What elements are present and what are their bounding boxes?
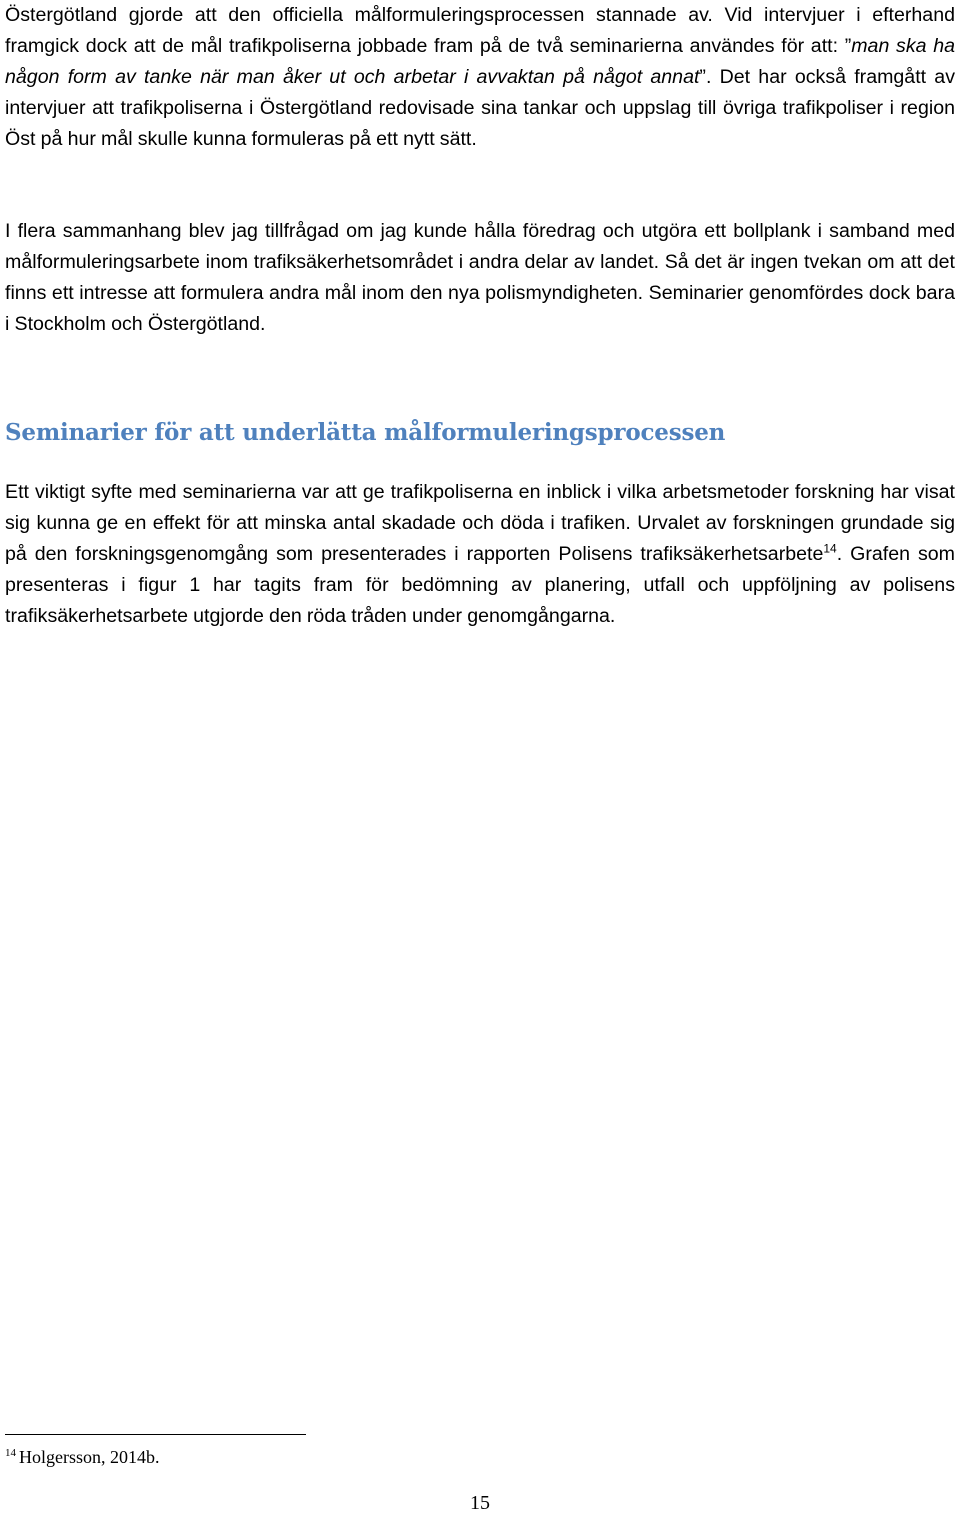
section-heading: Seminarier för att underlätta målformuleringsprocessen <box>5 419 726 446</box>
footnote-number: 14 <box>5 1447 16 1459</box>
footnote-text: Holgersson, 2014b. <box>19 1447 160 1467</box>
paragraph-3-text-after: . Grafen som presenteras i figur 1 har tagits fram för bedömning av planering, utfall och uppföljning av polisens trafiksäkerhetsarbete utgjorde den röda tråden under genomgångarna. <box>5 543 955 627</box>
footnote <box>5 1444 160 1470</box>
paragraph-1-text-after: ”. Det har också framgått av intervjuer att trafikpoliserna i Östergötland redovisade sina tankar och uppslag till övriga trafikpoliser i region Öst på hur mål skulle kunna formuleras på ett nytt sätt. <box>5 66 955 150</box>
body-paragraph-1 <box>5 0 955 155</box>
footnote-reference[interactable]: 14 <box>823 541 837 556</box>
body-paragraph-2 <box>5 216 955 340</box>
paragraph-3-text-before: Ett viktigt syfte med seminarierna var att ge trafikpoliserna en inblick i vilka arbetsmetoder forskning har visat sig kunna ge en effekt för att minska antal skadade och döda i trafiken. Urvalet av forskningen grundade sig på den forskningsgenomgång som presenterades i rapporten Polisens trafiksäkerhetsarbete <box>5 481 955 565</box>
body-paragraph-3 <box>5 477 955 632</box>
paragraph-1-text-before: Östergötland gjorde att den officiella målformuleringsprocessen stannade av. Vid intervjuer i efterhand framgick dock att de mål trafikpoliserna jobbade fram på de två seminarierna användes för att: ” <box>5 4 955 57</box>
page-number: 15 <box>470 1492 490 1514</box>
paragraph-2-text: I flera sammanhang blev jag tillfrågad om jag kunde hålla föredrag och utgöra ett bollplank i samband med målformuleringsarbete inom trafiksäkerhetsområdet i andra delar av landet. Så det är ingen tvekan om att det finns ett intresse att formulera andra mål inom den nya polismyndigheten. Seminarier genomfördes dock bara i Stockholm och Östergötland. <box>5 220 955 335</box>
paragraph-1-quote: man ska ha någon form av tanke när man åker ut och arbetar i avvaktan på något annat <box>5 35 955 88</box>
footnote-separator <box>5 1434 306 1435</box>
